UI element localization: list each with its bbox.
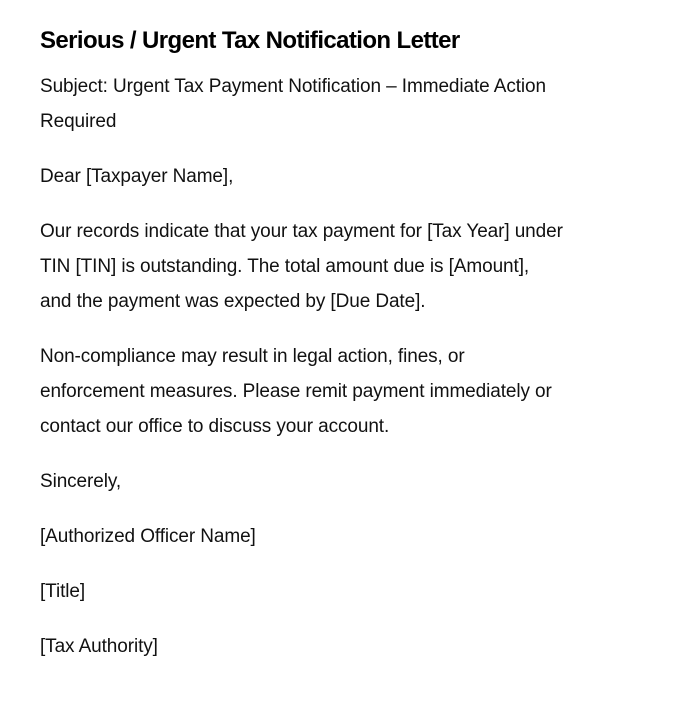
letter-document (40, 24, 660, 664)
paragraph-line: Non-compliance may result in legal action, fines, or (40, 346, 465, 367)
subject-line-2: Required (40, 111, 117, 132)
paragraph-line: enforcement measures. Please remit payment immediately or (40, 381, 552, 402)
closing: Sincerely, (40, 471, 122, 492)
letter-title: Serious / Urgent Tax Notification Letter (40, 27, 460, 54)
paragraph-outstanding-payment (40, 214, 660, 319)
officer-title: [Title] (40, 581, 86, 602)
subject-line-1: Subject: Urgent Tax Payment Notification – Immediate Action (40, 76, 546, 97)
tax-authority: [Tax Authority] (40, 636, 158, 657)
paragraph-line: contact our office to discuss your account. (40, 416, 390, 437)
salutation: Dear [Taxpayer Name], (40, 166, 234, 187)
paragraph-line: and the payment was expected by [Due Date]. (40, 291, 426, 312)
paragraph-line: Our records indicate that your tax payment for [Tax Year] under (40, 221, 563, 242)
paragraph-non-compliance (40, 339, 660, 444)
paragraph-line: TIN [TIN] is outstanding. The total amount due is [Amount], (40, 256, 530, 277)
officer-name: [Authorized Officer Name] (40, 526, 256, 547)
subject-line (40, 69, 660, 139)
